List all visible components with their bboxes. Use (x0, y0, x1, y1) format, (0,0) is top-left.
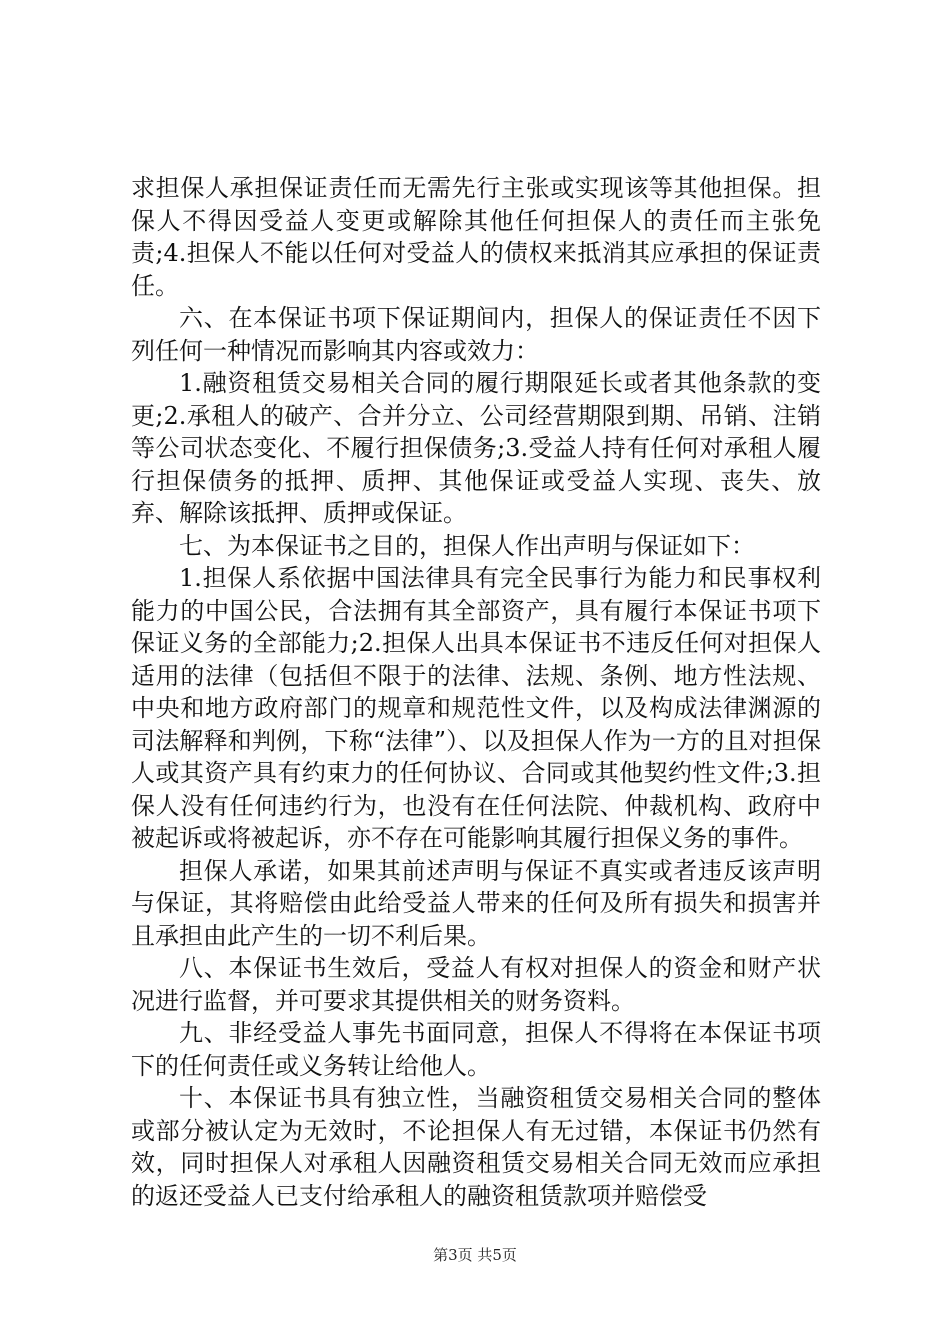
paragraph-guarantor-promise: 担保人承诺，如果其前述声明与保证不真实或者违反该声明与保证，其将赔偿由此给受益人带来的任何及所有损失和损害并且承担由此产生的一切不利后果。 (131, 856, 821, 950)
paragraph-continuation: 求担保人承担保证责任而无需先行主张或实现该等其他担保。担保人不得因受益人变更或解除其他任何担保人的责任而主张免责;4.担保人不能以任何对受益人的债权来抵消其应承担的保证责任。 (131, 174, 821, 300)
paragraph-section-8: 八、本保证书生效后，受益人有权对担保人的资金和财产状况进行监督，并可要求其提供相关的财务资料。 (131, 954, 821, 1015)
paragraph-section-7: 七、为本保证书之目的，担保人作出声明与保证如下： (179, 531, 755, 560)
paragraph-section-6: 六、在本保证书项下保证期间内，担保人的保证责任不因下列任何一种情况而影响其内容或效力： (131, 304, 821, 365)
page-number-footer: 第3页 共5页 (433, 1246, 517, 1264)
paragraph-section-10: 十、本保证书具有独立性，当融资租赁交易相关合同的整体或部分被认定为无效时，不论担保人有无过错，本保证书仍然有效，同时担保人对承租人因融资租赁交易相关合同无效而应承担的返还受益人已支付给承租人的融资租赁款项并赔偿受 (131, 1084, 821, 1210)
paragraph-section-9: 九、非经受益人事先书面同意，担保人不得将在本保证书项下的任何责任或义务转让给他人。 (131, 1019, 821, 1080)
paragraph-section-6-items: 1.融资租赁交易相关合同的履行期限延长或者其他条款的变更;2.承租人的破产、合并分立、公司经营期限到期、吊销、注销等公司状态变化、不履行担保债务;3.受益人持有任何对承租人履行担保债务的抵押、质押、其他保证或受益人实现、丧失、放弃、解除该抵押、质押或保证。 (131, 369, 821, 527)
document-body (131, 172, 821, 1212)
paragraph-section-7-items: 1.担保人系依据中国法律具有完全民事行为能力和民事权利能力的中国公民，合法拥有其全部资产，具有履行本保证书项下保证义务的全部能力;2.担保人出具本保证书不违反任何对担保人适用的法律（包括但不限于的法律、法规、条例、地方性法规、中央和地方政府部门的规章和规范性文件，以及构成法律渊源的司法解释和判例，下称“法律”）、以及担保人作为一方的且对担保人或其资产具有约束力的任何协议、合同或其他契约性文件;3.担保人没有任何违约行为，也没有在任何法院、仲裁机构、政府中被起诉或将被起诉，亦不存在可能影响其履行担保义务的事件。 (131, 564, 821, 852)
